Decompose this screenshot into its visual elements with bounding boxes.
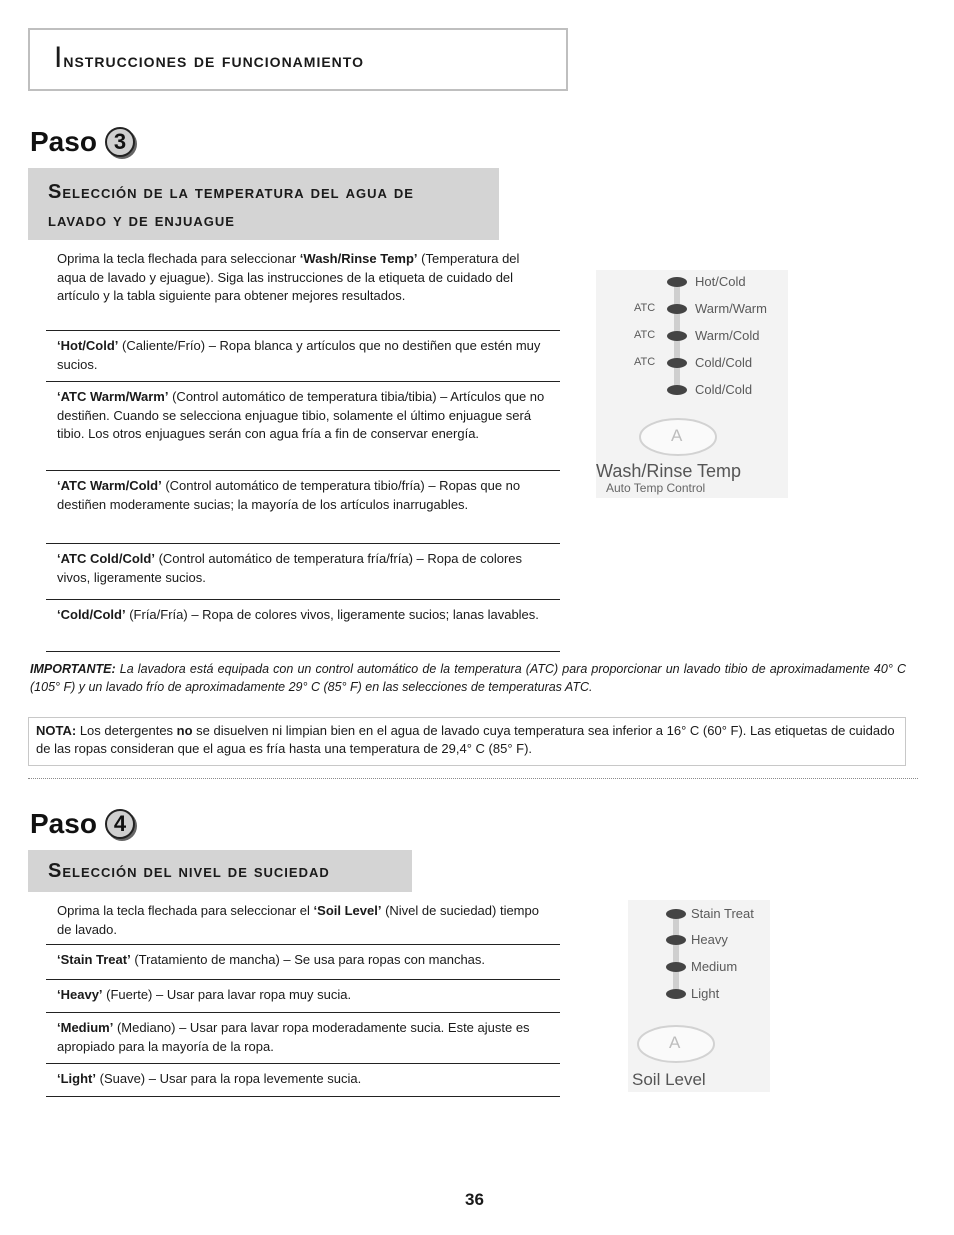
- option-label: Cold/Cold: [695, 382, 753, 397]
- indicator-light: [666, 962, 686, 972]
- important-note: IMPORTANTE: La lavadora está equipada con un control automático de la temperatura (ATC) para proporcionar un lavado tibio de aproximadamente 40° C (105° F) y un lavado frío de aproximadamente 29° C (85° F) en las selecciones de temperaturas ATC.: [30, 662, 906, 694]
- atc-label: ATC: [634, 302, 656, 314]
- table-row: ‘ATC Warm/Cold’ (Control automático de temperatura tibio/fría) – Ropas que no destiñen moderamente sucias; la mayoría de los artículos inarrugables.: [46, 470, 560, 543]
- table-row: ‘Heavy’ (Fuerte) – Usar para lavar ropa muy sucia.: [46, 979, 560, 1012]
- arrow-up-icon: A: [669, 1033, 681, 1052]
- option-label: Stain Treat: [691, 906, 754, 921]
- panel-title: Soil Level: [632, 1070, 706, 1089]
- table-row: ‘Hot/Cold’ (Caliente/Frío) – Ropa blanca y artículos que no destiñen que estén muy sucios.: [46, 330, 560, 381]
- indicator-light: [667, 277, 687, 287]
- indicator-light: [667, 304, 687, 314]
- section-temperature-heading: Selección de la temperatura del agua de lavado y de enjuague: [28, 168, 499, 240]
- panel-title: Wash/Rinse Temp: [596, 461, 742, 481]
- indicator-light: [666, 935, 686, 945]
- nota-box: NOTA: Los detergentes no se disuelven ni limpian bien en el agua de lavado cuya temperatura sea inferior a 16° C (60° F). Las etiquetas de cuidado de las ropas consideran que el agua es fría hasta una temperatura de 29,4° C (85° F).: [28, 717, 906, 766]
- table-row: ‘Medium’ (Mediano) – Usar para lavar ropa moderadamente sucia. Este ajuste es apropiado para la mayoría de la ropa.: [46, 1012, 560, 1063]
- temperature-intro: Oprima la tecla flechada para seleccionar ‘Wash/Rinse Temp’ (Temperatura del aqua de lavado y ejuague). Siga las instrucciones de la etiqueta de cuidado del artículo y la tabla siguiente para obtener mejores resultados.: [57, 251, 520, 303]
- header-box: [28, 28, 568, 91]
- temperature-options-table: [46, 330, 560, 652]
- table-row: ‘Stain Treat’ (Tratamiento de mancha) – Se usa para ropas con manchas.: [46, 944, 560, 979]
- soil-level-options-table: [46, 944, 560, 1097]
- indicator-light: [667, 385, 687, 395]
- panel-subtitle: Auto Temp Control: [606, 481, 706, 495]
- soil-level-intro: Oprima la tecla flechada para seleccionar el ‘Soil Level’ (Nivel de suciedad) tiempo de lavado.: [57, 903, 539, 937]
- indicator-light: [666, 909, 686, 919]
- section-divider: [28, 778, 918, 779]
- indicator-light: [666, 989, 686, 999]
- option-label: Warm/Warm: [695, 301, 767, 316]
- paso-3-heading: Paso 3: [30, 126, 135, 158]
- table-row: ‘ATC Warm/Warm’ (Control automático de temperatura tibia/tibia) – Artículos que no destiñen. Cuando se selecciona enjuague tibio, solamente el último enjuague será tibio. Los otros enjuagues serán con agua fría a fin de conservar energía.: [46, 381, 560, 470]
- paso-4-heading: Paso 4: [30, 808, 135, 840]
- atc-label: ATC: [634, 329, 656, 341]
- soil-level-panel: [628, 900, 770, 1092]
- table-row: ‘ATC Cold/Cold’ (Control automático de temperatura fría/fría) – Ropa de colores vivos, ligeramente sucios.: [46, 543, 560, 599]
- indicator-light: [667, 331, 687, 341]
- step-3-badge: 3: [105, 127, 135, 157]
- wash-rinse-temp-panel: [596, 270, 788, 498]
- indicator-light: [667, 358, 687, 368]
- page-number: 36: [465, 1190, 484, 1209]
- option-label: Light: [691, 986, 720, 1001]
- atc-label: ATC: [634, 356, 656, 368]
- option-label: Hot/Cold: [695, 274, 746, 289]
- option-label: Medium: [691, 959, 738, 974]
- step-4-badge: 4: [105, 809, 135, 839]
- table-row: ‘Light’ (Suave) – Usar para la ropa levemente sucia.: [46, 1063, 560, 1097]
- table-row: ‘Cold/Cold’ (Fría/Fría) – Ropa de colores vivos, ligeramente sucios; lanas lavables.: [46, 599, 560, 652]
- arrow-up-icon: A: [671, 426, 683, 445]
- option-label: Heavy: [691, 932, 728, 947]
- section-soil-level-heading: Selección del nivel de suciedad: [28, 850, 412, 892]
- option-label: Cold/Cold: [695, 355, 753, 370]
- option-label: Warm/Cold: [695, 328, 760, 343]
- page-title: Instrucciones de funcionamiento: [54, 41, 364, 74]
